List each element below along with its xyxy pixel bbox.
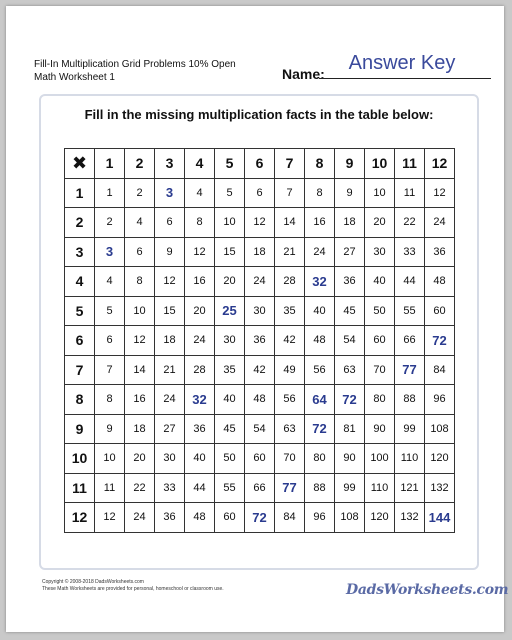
grid-answer-cell: 3: [95, 237, 125, 267]
grid-cell: 81: [335, 414, 365, 444]
grid-cell: 48: [425, 267, 455, 297]
grid-cell: 30: [245, 296, 275, 326]
worksheet-page: [6, 6, 509, 632]
worksheet-title-line2: Math Worksheet 1: [34, 72, 115, 83]
grid-cell: 60: [215, 503, 245, 533]
grid-answer-cell: 64: [305, 385, 335, 415]
grid-cell: 55: [395, 296, 425, 326]
grid-cell: 5: [95, 296, 125, 326]
grid-cell: 20: [125, 444, 155, 474]
grid-answer-cell: 25: [215, 296, 245, 326]
grid-cell: 36: [245, 326, 275, 356]
grid-cell: 1: [95, 178, 125, 208]
grid-cell: 96: [425, 385, 455, 415]
grid-cell: 20: [185, 296, 215, 326]
grid-cell: 10: [95, 444, 125, 474]
grid-cell: 110: [365, 473, 395, 503]
grid-cell: 9: [335, 178, 365, 208]
grid-cell: 4: [185, 178, 215, 208]
grid-answer-cell: 72: [335, 385, 365, 415]
grid-column-header: 7: [275, 149, 305, 179]
grid-row: [65, 296, 455, 326]
grid-row: [65, 326, 455, 356]
grid-row: [65, 503, 455, 533]
usage-text: These Math Worksheets are provided for personal, homeschool or classroom use.: [42, 586, 224, 592]
grid-cell: 8: [95, 385, 125, 415]
grid-cell: 18: [125, 414, 155, 444]
name-field: [282, 52, 494, 80]
grid-cell: 33: [395, 237, 425, 267]
grid-cell: 7: [95, 355, 125, 385]
grid-cell: 36: [425, 237, 455, 267]
grid-cell: 50: [215, 444, 245, 474]
grid-cell: 42: [245, 355, 275, 385]
grid-row: [65, 414, 455, 444]
grid-row-header: 10: [65, 444, 95, 474]
grid-cell: 9: [95, 414, 125, 444]
grid-cell: 110: [395, 444, 425, 474]
grid-row: [65, 208, 455, 238]
grid-row: [65, 473, 455, 503]
grid-answer-cell: 72: [305, 414, 335, 444]
grid-cell: 6: [95, 326, 125, 356]
grid-cell: 20: [365, 208, 395, 238]
grid-cell: 20: [215, 267, 245, 297]
grid-row: [65, 385, 455, 415]
grid-column-header: 12: [425, 149, 455, 179]
grid-cell: 48: [245, 385, 275, 415]
dadsworksheets-logo: DadsWorksheets.com: [346, 582, 509, 598]
grid-cell: 56: [275, 385, 305, 415]
grid-cell: 66: [395, 326, 425, 356]
grid-cell: 36: [185, 414, 215, 444]
grid-column-header: 6: [245, 149, 275, 179]
grid-cell: 22: [125, 473, 155, 503]
grid-cell: 55: [215, 473, 245, 503]
grid-cell: 12: [425, 178, 455, 208]
grid-cell: 21: [275, 237, 305, 267]
grid-answer-cell: 32: [305, 267, 335, 297]
grid-column-header: 1: [95, 149, 125, 179]
grid-answer-cell: 72: [245, 503, 275, 533]
grid-cell: 132: [395, 503, 425, 533]
worksheet-title-line1: Fill-In Multiplication Grid Problems 10% Open: [34, 59, 236, 70]
answer-key-label: Answer Key: [348, 52, 456, 74]
grid-column-header: 4: [185, 149, 215, 179]
name-label: Name:: [282, 66, 325, 82]
grid-cell: 42: [275, 326, 305, 356]
grid-cell: 16: [125, 385, 155, 415]
worksheet-title: [34, 58, 264, 84]
grid-answer-cell: 77: [395, 355, 425, 385]
grid-cell: 120: [365, 503, 395, 533]
grid-cell: 11: [395, 178, 425, 208]
grid-row-header: 4: [65, 267, 95, 297]
grid-row-header: 2: [65, 208, 95, 238]
grid-cell: 4: [125, 208, 155, 238]
grid-cell: 33: [155, 473, 185, 503]
grid-cell: 18: [245, 237, 275, 267]
grid-column-header: 2: [125, 149, 155, 179]
instructions: Fill in the missing multiplication facts in the table below:: [84, 107, 434, 122]
grid-cell: 24: [425, 208, 455, 238]
grid-cell: 84: [275, 503, 305, 533]
grid-row: [65, 355, 455, 385]
grid-cell: 90: [365, 414, 395, 444]
grid-cell: 80: [305, 444, 335, 474]
grid-cell: 18: [335, 208, 365, 238]
grid-cell: 54: [335, 326, 365, 356]
grid-cell: 99: [335, 473, 365, 503]
grid-cell: 40: [305, 296, 335, 326]
grid-cell: 2: [125, 178, 155, 208]
grid-cell: 14: [125, 355, 155, 385]
grid-cell: 8: [305, 178, 335, 208]
grid-row-header: 8: [65, 385, 95, 415]
grid-cell: 108: [335, 503, 365, 533]
grid-answer-cell: 32: [185, 385, 215, 415]
grid-cell: 35: [275, 296, 305, 326]
grid-cell: 49: [275, 355, 305, 385]
grid-cell: 10: [125, 296, 155, 326]
grid-column-header: 10: [365, 149, 395, 179]
grid-row-header: 3: [65, 237, 95, 267]
grid-cell: 5: [215, 178, 245, 208]
grid-cell: 21: [155, 355, 185, 385]
grid-cell: 84: [425, 355, 455, 385]
grid-cell: 45: [215, 414, 245, 444]
grid-cell: 12: [125, 326, 155, 356]
name-line: [319, 78, 491, 79]
grid-cell: 132: [425, 473, 455, 503]
grid-row: [65, 178, 455, 208]
grid-cell: 6: [125, 237, 155, 267]
grid-cell: 15: [215, 237, 245, 267]
grid-cell: 120: [425, 444, 455, 474]
grid-cell: 99: [395, 414, 425, 444]
grid-row: [65, 444, 455, 474]
multiplication-grid: [64, 148, 455, 533]
grid-cell: 36: [335, 267, 365, 297]
grid-cell: 44: [395, 267, 425, 297]
grid-cell: 35: [215, 355, 245, 385]
grid-cell: 24: [125, 503, 155, 533]
grid-cell: 27: [155, 414, 185, 444]
grid-row-header: 11: [65, 473, 95, 503]
grid-cell: 36: [155, 503, 185, 533]
grid-column-header: 5: [215, 149, 245, 179]
grid-cell: 44: [185, 473, 215, 503]
grid-cell: 63: [275, 414, 305, 444]
grid-cell: 7: [275, 178, 305, 208]
grid-column-header: 3: [155, 149, 185, 179]
grid-cell: 24: [305, 237, 335, 267]
copyright-text: Copyright © 2008-2018 DadsWorksheets.com: [42, 579, 144, 585]
grid-row-header: 5: [65, 296, 95, 326]
grid-cell: 24: [245, 267, 275, 297]
grid-cell: 30: [365, 237, 395, 267]
grid-cell: 88: [395, 385, 425, 415]
grid-cell: 40: [365, 267, 395, 297]
grid-cell: 6: [245, 178, 275, 208]
grid-cell: 10: [365, 178, 395, 208]
grid-cell: 60: [365, 326, 395, 356]
grid-cell: 8: [185, 208, 215, 238]
grid-cell: 4: [95, 267, 125, 297]
grid-cell: 22: [395, 208, 425, 238]
grid-cell: 16: [305, 208, 335, 238]
grid-cell: 48: [185, 503, 215, 533]
grid-cell: 40: [185, 444, 215, 474]
grid-cell: 40: [215, 385, 245, 415]
grid-row: [65, 237, 455, 267]
grid-cell: 14: [275, 208, 305, 238]
grid-cell: 56: [305, 355, 335, 385]
grid-cell: 9: [155, 237, 185, 267]
grid-row-header: 12: [65, 503, 95, 533]
problem-box: [39, 94, 479, 570]
grid-row: [65, 267, 455, 297]
grid-answer-cell: 72: [425, 326, 455, 356]
grid-cell: 30: [215, 326, 245, 356]
grid-cell: 18: [155, 326, 185, 356]
grid-cell: 60: [425, 296, 455, 326]
footer-copyright: [42, 579, 224, 593]
grid-cell: 24: [185, 326, 215, 356]
grid-cell: 27: [335, 237, 365, 267]
grid-header-row: [65, 149, 455, 179]
grid-row-header: 9: [65, 414, 95, 444]
grid-cell: 96: [305, 503, 335, 533]
grid-cell: 12: [155, 267, 185, 297]
grid-cell: 12: [185, 237, 215, 267]
grid-cell: 60: [245, 444, 275, 474]
grid-cell: 80: [365, 385, 395, 415]
grid-cell: 10: [215, 208, 245, 238]
grid-cell: 121: [395, 473, 425, 503]
grid-cell: 16: [185, 267, 215, 297]
grid-cell: 28: [275, 267, 305, 297]
grid-cell: 11: [95, 473, 125, 503]
grid-cell: 50: [365, 296, 395, 326]
grid-cell: 88: [305, 473, 335, 503]
grid-cell: 48: [305, 326, 335, 356]
grid-cell: 12: [245, 208, 275, 238]
grid-answer-cell: 3: [155, 178, 185, 208]
grid-cell: 6: [155, 208, 185, 238]
grid-answer-cell: 77: [275, 473, 305, 503]
grid-cell: 28: [185, 355, 215, 385]
grid-cell: 66: [245, 473, 275, 503]
grid-row-header: 1: [65, 178, 95, 208]
grid-cell: 30: [155, 444, 185, 474]
grid-row-header: 7: [65, 355, 95, 385]
grid-cell: 70: [365, 355, 395, 385]
multiply-symbol-icon: ✖: [65, 149, 95, 179]
grid-answer-cell: 144: [425, 503, 455, 533]
grid-cell: 45: [335, 296, 365, 326]
grid-cell: 108: [425, 414, 455, 444]
grid-cell: 8: [125, 267, 155, 297]
grid-column-header: 11: [395, 149, 425, 179]
grid-column-header: 8: [305, 149, 335, 179]
grid-cell: 63: [335, 355, 365, 385]
grid-cell: 2: [95, 208, 125, 238]
grid-cell: 15: [155, 296, 185, 326]
grid-cell: 90: [335, 444, 365, 474]
grid-cell: 100: [365, 444, 395, 474]
grid-cell: 12: [95, 503, 125, 533]
grid-row-header: 6: [65, 326, 95, 356]
grid-column-header: 9: [335, 149, 365, 179]
grid-cell: 54: [245, 414, 275, 444]
grid-cell: 24: [155, 385, 185, 415]
grid-cell: 70: [275, 444, 305, 474]
